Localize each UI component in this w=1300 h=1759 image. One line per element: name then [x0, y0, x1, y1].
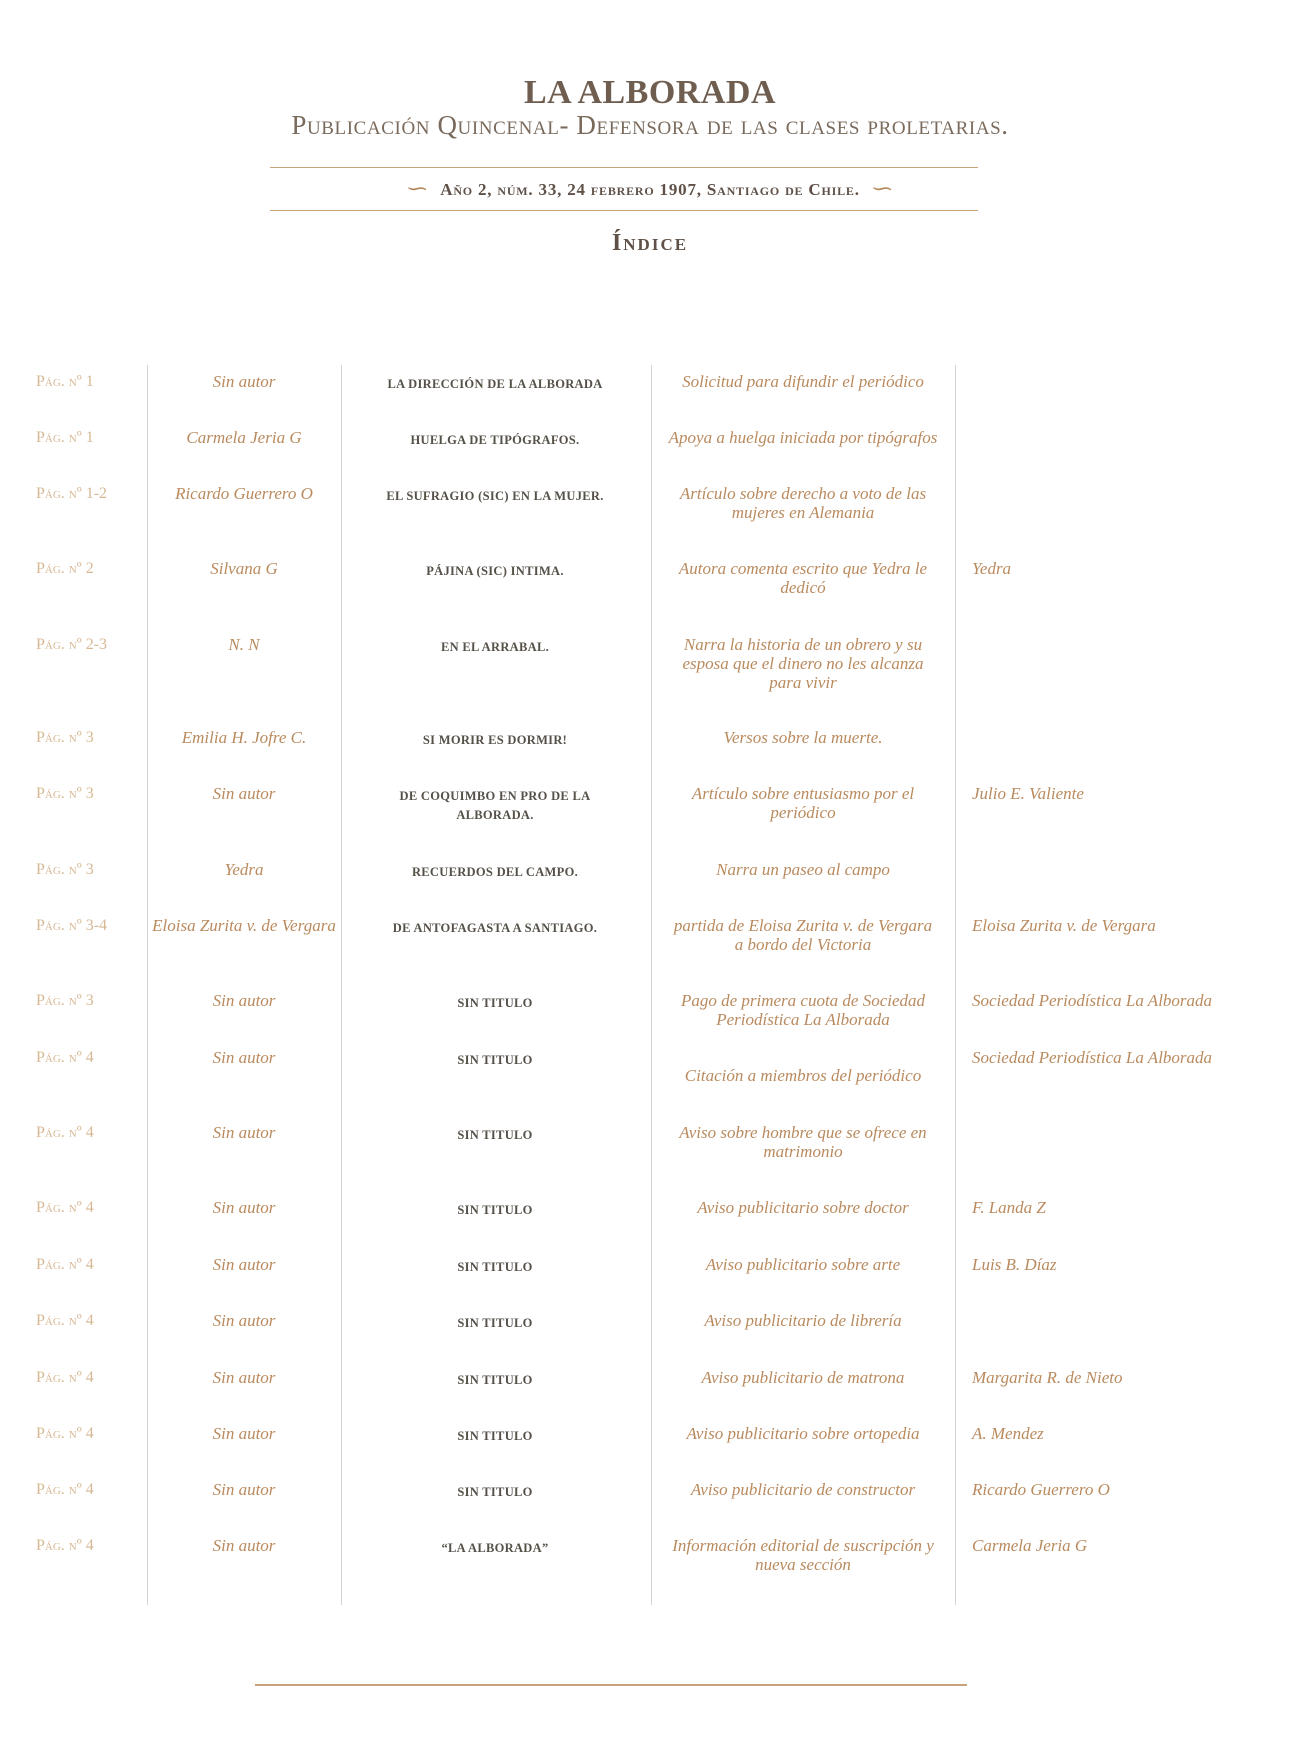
entry-page: Pág. nº 4 — [36, 1049, 94, 1066]
entry-title: LA DIRECCIÓN DE LA ALBORADA — [387, 377, 603, 391]
entry-author: Sin autor — [212, 372, 276, 391]
entry-author: Sin autor — [212, 1480, 276, 1499]
entry-title: SIN TITULO — [457, 1373, 533, 1387]
entry-description: Solicitud para difundir el periódico — [682, 372, 924, 391]
entry-author: Sin autor — [212, 1424, 276, 1443]
entry-author: Sin autor — [212, 1255, 276, 1274]
entry-related: Yedra — [972, 559, 1012, 578]
entry-description: Pago de primera cuota de Sociedad Periodística La Alborada — [680, 991, 926, 1029]
publication-title: LA ALBORADA — [523, 74, 777, 111]
column-divider — [341, 365, 342, 1605]
entry-title: EL SUFRAGIO (SIC) EN LA MUJER. — [386, 489, 604, 503]
ornament-left-icon: ∽ — [405, 178, 430, 200]
entry-title: EN EL ARRABAL. — [440, 640, 550, 654]
ornament-right-icon: ∽ — [870, 178, 895, 200]
entry-author: Sin autor — [212, 784, 276, 803]
entry-related: F. Landa Z — [972, 1198, 1046, 1217]
entry-description: Apoya a huelga iniciada por tipógrafos — [668, 428, 938, 447]
entry-description: Artículo sobre entusiasmo por el periódico — [691, 784, 915, 822]
entry-description: Aviso publicitario sobre arte — [705, 1255, 901, 1274]
entry-page: Pág. nº 4 — [36, 1425, 94, 1442]
entry-description: Aviso publicitario de constructor — [690, 1480, 916, 1499]
entry-related: Sociedad Periodística La Alborada — [972, 1048, 1213, 1067]
entry-page: Pág. nº 1-2 — [36, 485, 108, 502]
entry-author: Sin autor — [212, 1368, 276, 1387]
entry-page: Pág. nº 3 — [36, 785, 94, 802]
entry-author: Sin autor — [212, 1123, 276, 1142]
entry-title: SIN TITULO — [457, 1128, 533, 1142]
entry-description: partida de Eloisa Zurita v. de Vergara a bordo del Victoria — [673, 916, 933, 954]
entry-page: Pág. nº 3 — [36, 861, 94, 878]
entry-description: Información editorial de suscripción y nueva sección — [672, 1536, 934, 1574]
entry-page: Pág. nº 3-4 — [36, 917, 108, 934]
entry-title: SIN TITULO — [457, 1316, 533, 1330]
entry-page: Pág. nº 4 — [36, 1256, 94, 1273]
entry-title: RECUERDOS DEL CAMPO. — [411, 865, 579, 879]
entry-page: Pág. nº 1 — [36, 429, 94, 446]
entry-related: Carmela Jeria G — [972, 1536, 1088, 1555]
entry-title: SI MORIR ES DORMIR! — [422, 733, 568, 747]
index-heading: Índice — [611, 230, 689, 256]
entry-author: Sin autor — [212, 1311, 276, 1330]
footer-divider — [255, 1684, 967, 1686]
entry-author: Sin autor — [212, 1048, 276, 1067]
entry-description: Citación a miembros del periódico — [684, 1066, 922, 1085]
entry-author: N. N — [228, 635, 260, 654]
issue-text: Año 2, núm. 33, 24 febrero 1907, Santiago de Chile. — [440, 180, 860, 199]
entry-title: SIN TITULO — [457, 1429, 533, 1443]
entry-title: DE COQUIMBO EN PRO DE LA ALBORADA. — [399, 789, 591, 822]
entry-author: Sin autor — [212, 991, 276, 1010]
entry-description: Narra la historia de un obrero y su esposa que el dinero no les alcanza para vivir — [682, 635, 924, 692]
entry-author: Silvana G — [210, 559, 278, 578]
entry-description: Aviso publicitario de matrona — [701, 1368, 905, 1387]
entry-author: Carmela Jeria G — [186, 428, 302, 447]
entry-title: SIN TITULO — [457, 996, 533, 1010]
entry-description: Versos sobre la muerte. — [723, 728, 883, 747]
entry-page: Pág. nº 1 — [36, 373, 94, 390]
entry-title: PÁJINA (SIC) INTIMA. — [426, 564, 564, 578]
entry-related: Luis B. Díaz — [972, 1255, 1057, 1274]
entry-author: Yedra — [224, 860, 264, 879]
entry-title: SIN TITULO — [457, 1485, 533, 1499]
entry-description: Autora comenta escrito que Yedra le dedicó — [678, 559, 928, 597]
top-divider — [270, 167, 978, 168]
entry-related: Sociedad Periodística La Alborada — [972, 991, 1213, 1010]
entry-description: Artículo sobre derecho a voto de las mujeres en Alemania — [679, 484, 927, 522]
entry-description: Narra un paseo al campo — [716, 860, 890, 879]
entry-related: Ricardo Guerrero O — [972, 1480, 1110, 1499]
entry-author: Sin autor — [212, 1536, 276, 1555]
entry-related: Eloisa Zurita v. de Vergara — [972, 916, 1156, 935]
issue-info — [0, 176, 1300, 201]
entry-author: Sin autor — [212, 1198, 276, 1217]
entry-author: Ricardo Guerrero O — [175, 484, 313, 503]
entry-description: Aviso publicitario sobre ortopedia — [686, 1424, 920, 1443]
entry-title: SIN TITULO — [457, 1260, 533, 1274]
entry-author: Emilia H. Jofre C. — [181, 728, 307, 747]
entry-author: Eloisa Zurita v. de Vergara — [152, 916, 336, 935]
column-divider — [651, 365, 652, 1605]
publication-subtitle: Publicación Quincenal- Defensora de las clases proletarias. — [291, 110, 1009, 140]
entry-title: SIN TITULO — [457, 1053, 533, 1067]
entry-related: Margarita R. de Nieto — [972, 1368, 1123, 1387]
entry-description: Aviso publicitario de librería — [704, 1311, 902, 1330]
entry-page: Pág. nº 2-3 — [36, 636, 108, 653]
entry-title: DE ANTOFAGASTA A SANTIAGO. — [392, 921, 598, 935]
entry-related: Julio E. Valiente — [972, 784, 1084, 803]
entry-page: Pág. nº 4 — [36, 1537, 94, 1554]
entry-page: Pág. nº 4 — [36, 1481, 94, 1498]
entry-description: Aviso publicitario sobre doctor — [697, 1198, 909, 1217]
entry-title: SIN TITULO — [457, 1203, 533, 1217]
entry-page: Pág. nº 4 — [36, 1199, 94, 1216]
bottom-divider — [270, 210, 978, 211]
entry-page: Pág. nº 4 — [36, 1312, 94, 1329]
entry-description: Aviso sobre hombre que se ofrece en matrimonio — [679, 1123, 927, 1161]
entry-page: Pág. nº 3 — [36, 729, 94, 746]
entry-page: Pág. nº 3 — [36, 992, 94, 1009]
column-divider — [955, 365, 956, 1605]
entry-title: “LA ALBORADA” — [441, 1541, 549, 1555]
column-divider — [147, 365, 148, 1605]
entry-page: Pág. nº 2 — [36, 560, 94, 577]
entry-title: HUELGA DE TIPÓGRAFOS. — [410, 433, 580, 447]
entry-related: A. Mendez — [972, 1424, 1044, 1443]
entry-page: Pág. nº 4 — [36, 1369, 94, 1386]
entry-page: Pág. nº 4 — [36, 1124, 94, 1141]
